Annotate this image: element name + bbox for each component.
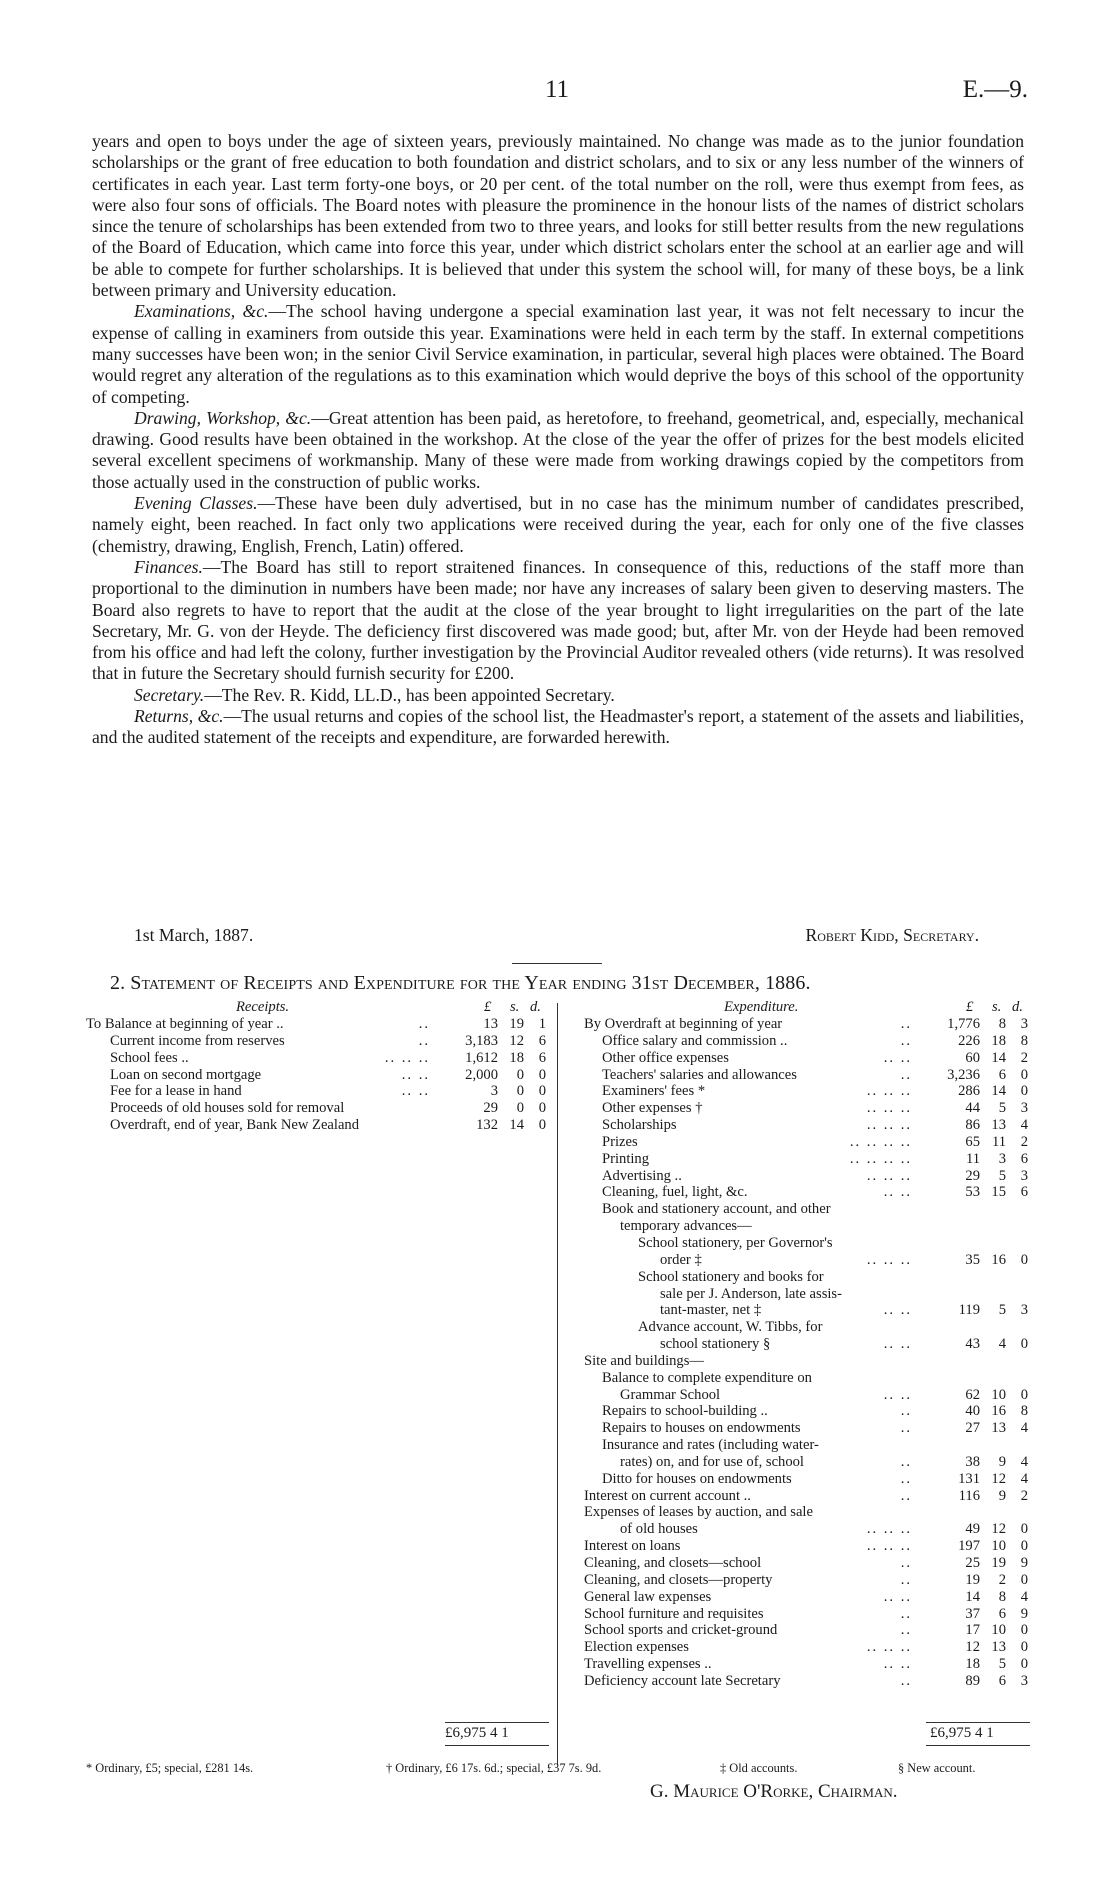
receipts-row-pence: 0 bbox=[538, 1117, 546, 1134]
expenditure-row-shillings: 11 bbox=[991, 1133, 1006, 1150]
expenditure-row-leader: .. bbox=[900, 1571, 912, 1588]
expenditure-row-shillings: 4 bbox=[998, 1336, 1006, 1353]
expenditure-row bbox=[584, 1353, 1030, 1370]
expenditure-row-pence: 4 bbox=[1020, 1470, 1028, 1487]
receipts-total-rule bbox=[445, 1722, 549, 1723]
paragraph-examinations: Examinations, &c.—The school having undergone a special examination last year, it was not felt necessary to incur the expense of calling in examiners from outside this year. Examinations were held in each term by the staff. In external competitions many successes have been won; in the senior Civil Service examination, in particular, several high places were obtained. The Board would regret any alteration of the regulations as to this examination which would deprive the boys of this school of the opportunity of competing. bbox=[92, 301, 1025, 407]
paragraph-returns: Returns, &c.—The usual returns and copies of the school list, the Headmaster's report, a statement of the assets and liabilities, and the audited statement of the receipts and expenditure, are forwarded herewith. bbox=[92, 706, 1025, 748]
expenditure-row-leader: .. .. bbox=[883, 1656, 912, 1673]
expenditure-row-label: Other expenses † bbox=[602, 1100, 703, 1117]
receipts-row bbox=[86, 1083, 548, 1100]
expenditure-row-pounds: 131 bbox=[958, 1470, 980, 1487]
expenditure-row-shillings: 8 bbox=[998, 1588, 1006, 1605]
expenditure-row-pounds: 65 bbox=[965, 1133, 980, 1150]
expenditure-row bbox=[584, 1504, 1030, 1521]
expenditure-col-penny: d. bbox=[1012, 999, 1023, 1015]
expenditure-row-shillings: 6 bbox=[998, 1672, 1006, 1689]
expenditure-row-pence: 0 bbox=[1020, 1622, 1028, 1639]
expenditure-row bbox=[584, 1100, 1030, 1117]
expenditure-row bbox=[584, 1269, 1030, 1286]
expenditure-row-label: Travelling expenses .. bbox=[584, 1656, 712, 1673]
expenditure-row-label: Grammar School bbox=[620, 1386, 721, 1403]
expenditure-row-pence: 0 bbox=[1020, 1083, 1028, 1100]
expenditure-row-shillings: 5 bbox=[998, 1656, 1006, 1673]
expenditure-row-shillings: 15 bbox=[991, 1184, 1006, 1201]
expenditure-row-label: tant-master, net ‡ bbox=[660, 1302, 762, 1319]
paragraph-finances: Finances.—The Board has still to report straitened finances. In consequence of this, reductions of the staff more than proportional to the diminution in numbers have been made; nor have any increases of salary been given to deserving masters. The Board also regrets to have to report that the audit at the close of the year brought to light irregularities on the part of the late Secretary, Mr. G. von der Heyde. The deficiency first discovered was made good; but, after Mr. von der Heyde had been removed from his office and had left the colony, further investigation by the Provincial Auditor revealed others (vide returns). It was resolved that in future the Secretary should furnish security for £200. bbox=[92, 556, 1024, 684]
receipts-row-pounds: 3 bbox=[490, 1083, 498, 1100]
receipts-column bbox=[86, 999, 548, 1134]
receipts-row-shillings: 14 bbox=[509, 1117, 524, 1134]
expenditure-row-shillings: 8 bbox=[998, 1016, 1006, 1032]
receipts-row bbox=[86, 1117, 548, 1134]
expenditure-row-label: Other office expenses bbox=[602, 1049, 729, 1066]
expenditure-row bbox=[584, 1336, 1030, 1353]
section-rule bbox=[512, 963, 602, 964]
expenditure-row-shillings: 18 bbox=[991, 1032, 1006, 1049]
expenditure-heading-row bbox=[584, 999, 1030, 1016]
expenditure-row-pence: 0 bbox=[1020, 1656, 1028, 1673]
expenditure-row-label: Cleaning, fuel, light, &c. bbox=[602, 1184, 748, 1201]
expenditure-row-pence: 3 bbox=[1020, 1672, 1028, 1689]
side-heading: Returns, &c. bbox=[134, 706, 224, 727]
expenditure-row-pence: 4 bbox=[1020, 1117, 1028, 1134]
receipts-row-leader: .. .. bbox=[401, 1083, 430, 1100]
expenditure-row bbox=[584, 1521, 1030, 1538]
expenditure-row-pounds: 286 bbox=[958, 1083, 980, 1100]
paragraph-drawing: Drawing, Workshop, &c.—Great attention has been paid, as heretofore, to freehand, geometrical, and, especially, mechanical drawing. Good results have been obtained in the workshop. At the close of the year the offer of prizes for the best models elicited several excellent specimens of workmanship. Many of these were made from working drawings copied by the competitors from those actually used in the construction of public works. bbox=[92, 407, 1024, 492]
expenditure-row-shillings: 5 bbox=[998, 1100, 1006, 1117]
expenditure-row-pounds: 197 bbox=[958, 1538, 980, 1555]
expenditure-row-pence: 0 bbox=[1020, 1336, 1028, 1353]
expenditure-row-shillings: 6 bbox=[998, 1066, 1006, 1083]
expenditure-row-leader: .. .. .. bbox=[866, 1117, 912, 1134]
expenditure-row bbox=[584, 1488, 1030, 1505]
side-heading: Drawing, Workshop, &c. bbox=[134, 407, 312, 428]
chairman-signature: G. Maurice O'Rorke, Chairman. bbox=[650, 1781, 898, 1802]
expenditure-row bbox=[584, 1184, 1030, 1201]
expenditure-row-pounds: 119 bbox=[958, 1302, 980, 1319]
expenditure-col-pound: £ bbox=[966, 999, 974, 1015]
expenditure-row-label: By Overdraft at beginning of year bbox=[584, 1016, 783, 1032]
expenditure-row-label: Book and stationery account, and other bbox=[602, 1201, 831, 1218]
expenditure-row bbox=[584, 1454, 1030, 1471]
receipts-row bbox=[86, 1050, 548, 1067]
expenditure-row-label: Teachers' salaries and allowances bbox=[602, 1066, 797, 1083]
expenditure-row bbox=[584, 1252, 1030, 1269]
signature-row bbox=[134, 925, 979, 946]
expenditure-row-shillings: 14 bbox=[991, 1049, 1006, 1066]
expenditure-row bbox=[584, 1067, 1030, 1084]
receipts-row-leader: .. bbox=[418, 1032, 430, 1049]
footnote-new-account: § New account. bbox=[898, 1761, 976, 1775]
expenditure-row-pence: 2 bbox=[1020, 1049, 1028, 1066]
receipts-row-pounds: 3,183 bbox=[465, 1032, 498, 1049]
expenditure-row-label: Scholarships bbox=[602, 1117, 677, 1134]
expenditure-row bbox=[584, 1555, 1030, 1572]
expenditure-row-shillings: 5 bbox=[998, 1302, 1006, 1319]
expenditure-row-label: Site and buildings— bbox=[584, 1352, 704, 1369]
expenditure-row-label: Expenses of leases by auction, and sale bbox=[584, 1504, 813, 1521]
side-heading: Finances. bbox=[134, 556, 203, 577]
receipts-row-pence: 1 bbox=[538, 1016, 546, 1032]
expenditure-row-leader: .. bbox=[900, 1066, 912, 1083]
expenditure-row-shillings: 9 bbox=[998, 1487, 1006, 1504]
report-date: 1st March, 1887. bbox=[134, 925, 254, 945]
expenditure-row-pounds: 60 bbox=[965, 1049, 980, 1066]
expenditure-row-leader: .. .. .. .. bbox=[849, 1133, 912, 1150]
expenditure-row-label: Ditto for houses on endowments bbox=[602, 1470, 792, 1487]
expenditure-row-leader: .. bbox=[900, 1403, 912, 1420]
side-heading: Secretary. bbox=[134, 684, 205, 705]
expenditure-row-pounds: 226 bbox=[958, 1032, 980, 1049]
expenditure-row bbox=[584, 1420, 1030, 1437]
expenditure-row-leader: .. .. .. bbox=[866, 1538, 912, 1555]
expenditure-row-pounds: 44 bbox=[965, 1100, 980, 1117]
expenditure-row-pounds: 116 bbox=[958, 1487, 980, 1504]
expenditure-row-label: Office salary and commission .. bbox=[602, 1032, 788, 1049]
expenditure-row-leader: .. .. .. bbox=[866, 1083, 912, 1100]
expenditure-row-leader: .. bbox=[900, 1487, 912, 1504]
expenditure-row bbox=[584, 1117, 1030, 1134]
receipts-row-label: Overdraft, end of year, Bank New Zealand bbox=[110, 1117, 360, 1134]
receipts-col-shilling: s. bbox=[510, 999, 520, 1015]
expenditure-row bbox=[584, 1218, 1030, 1235]
expenditure-row bbox=[584, 1572, 1030, 1589]
expenditure-row-pence: 4 bbox=[1020, 1453, 1028, 1470]
expenditure-total: £6,975 4 1 bbox=[930, 1725, 994, 1741]
expenditure-row-leader: .. bbox=[900, 1016, 912, 1032]
expenditure-row-shillings: 14 bbox=[991, 1083, 1006, 1100]
expenditure-row-pence: 2 bbox=[1020, 1133, 1028, 1150]
expenditure-row bbox=[584, 1319, 1030, 1336]
receipts-row-pence: 0 bbox=[538, 1100, 546, 1117]
expenditure-row bbox=[584, 1403, 1030, 1420]
expenditure-row-label: General law expenses bbox=[584, 1588, 712, 1605]
expenditure-row-leader: .. .. .. .. bbox=[849, 1150, 912, 1167]
expenditure-row-label: Prizes bbox=[602, 1133, 638, 1150]
expenditure-row-shillings: 10 bbox=[991, 1538, 1006, 1555]
expenditure-row bbox=[584, 1370, 1030, 1387]
expenditure-row-label: Examiners' fees * bbox=[602, 1083, 706, 1100]
receipts-row-leader: .. .. bbox=[401, 1066, 430, 1083]
expenditure-row-leader: .. bbox=[900, 1672, 912, 1689]
expenditure-row bbox=[584, 1083, 1030, 1100]
expenditure-row-label: Interest on current account .. bbox=[584, 1487, 751, 1504]
expenditure-row-pence: 0 bbox=[1020, 1386, 1028, 1403]
expenditure-row-leader: .. .. bbox=[883, 1588, 912, 1605]
receipts-row-shillings: 0 bbox=[516, 1066, 524, 1083]
expenditure-row bbox=[584, 1235, 1030, 1252]
side-heading: Examinations, &c. bbox=[134, 301, 269, 322]
expenditure-row-label: rates) on, and for use of, school bbox=[620, 1453, 804, 1470]
expenditure-row-pence: 2 bbox=[1020, 1487, 1028, 1504]
expenditure-row-pence: 4 bbox=[1020, 1420, 1028, 1437]
expenditure-row-leader: .. bbox=[900, 1622, 912, 1639]
expenditure-row-label: Balance to complete expenditure on bbox=[602, 1369, 812, 1386]
expenditure-row-pounds: 37 bbox=[965, 1605, 980, 1622]
expenditure-row-pence: 9 bbox=[1020, 1605, 1028, 1622]
receipts-row-pence: 0 bbox=[538, 1083, 546, 1100]
expenditure-row-leader: .. bbox=[900, 1032, 912, 1049]
footnote-old-accounts: ‡ Old accounts. bbox=[720, 1761, 798, 1775]
receipts-row bbox=[86, 1016, 548, 1033]
expenditure-row-shillings: 5 bbox=[998, 1167, 1006, 1184]
expenditure-row-pence: 0 bbox=[1020, 1571, 1028, 1588]
expenditure-row-label: of old houses bbox=[620, 1521, 698, 1538]
expenditure-row-pence: 0 bbox=[1020, 1521, 1028, 1538]
expenditure-row-pounds: 12 bbox=[965, 1639, 980, 1656]
expenditure-row bbox=[584, 1050, 1030, 1067]
expenditure-row-shillings: 6 bbox=[998, 1605, 1006, 1622]
expenditure-row-leader: .. .. bbox=[883, 1336, 912, 1353]
expenditure-row-label: order ‡ bbox=[660, 1251, 702, 1268]
expenditure-row-pence: 3 bbox=[1020, 1100, 1028, 1117]
receipts-total: £6,975 4 1 bbox=[445, 1725, 509, 1741]
receipts-row-label: Current income from reserves bbox=[110, 1032, 285, 1049]
expenditure-row bbox=[584, 1589, 1030, 1606]
expenditure-row-pence: 8 bbox=[1020, 1032, 1028, 1049]
expenditure-row-leader: .. .. .. bbox=[866, 1639, 912, 1656]
expenditure-heading: Expenditure. bbox=[724, 999, 799, 1015]
expenditure-row-pounds: 17 bbox=[965, 1622, 980, 1639]
expenditure-row-label: Advertising .. bbox=[602, 1167, 682, 1184]
expenditure-row-shillings: 19 bbox=[991, 1555, 1006, 1571]
expenditure-total-underline bbox=[926, 1745, 1030, 1746]
receipts-row-leader: .. .. .. bbox=[384, 1049, 430, 1066]
report-body bbox=[92, 131, 1024, 749]
expenditure-row-leader: .. bbox=[900, 1453, 912, 1470]
expenditure-row-label: Cleaning, and closets—property bbox=[584, 1571, 773, 1588]
expenditure-row-shillings: 16 bbox=[991, 1403, 1006, 1420]
expenditure-row-label: School stationery and books for bbox=[638, 1268, 824, 1285]
expenditure-row bbox=[584, 1606, 1030, 1623]
expenditure-row-leader: .. bbox=[900, 1470, 912, 1487]
document-reference: E.—9. bbox=[962, 76, 1028, 103]
expenditure-row bbox=[584, 1168, 1030, 1185]
footnote-examiners: * Ordinary, £5; special, £281 14s. bbox=[86, 1761, 254, 1775]
expenditure-row-label: Advance account, W. Tibbs, for bbox=[638, 1319, 823, 1336]
expenditure-column bbox=[584, 999, 1030, 1690]
expenditure-row-label: School stationery, per Governor's bbox=[638, 1234, 833, 1251]
expenditure-row-label: temporary advances— bbox=[620, 1218, 752, 1235]
expenditure-row-pence: 3 bbox=[1020, 1016, 1028, 1032]
expenditure-row bbox=[584, 1302, 1030, 1319]
expenditure-row-pounds: 19 bbox=[965, 1571, 980, 1588]
expenditure-row-leader: .. .. .. bbox=[866, 1521, 912, 1538]
expenditure-row-pounds: 53 bbox=[965, 1184, 980, 1201]
expenditure-row-shillings: 9 bbox=[998, 1453, 1006, 1470]
expenditure-row-leader: .. .. bbox=[883, 1302, 912, 1319]
expenditure-row-pounds: 40 bbox=[965, 1403, 980, 1420]
expenditure-row-pounds: 11 bbox=[965, 1150, 980, 1167]
expenditure-row-pence: 4 bbox=[1020, 1588, 1028, 1605]
expenditure-row bbox=[584, 1016, 1030, 1033]
expenditure-row-pounds: 25 bbox=[965, 1555, 980, 1571]
paragraph-secretary: Secretary.—The Rev. R. Kidd, LL.D., has been appointed Secretary. bbox=[134, 684, 615, 705]
receipts-total-underline bbox=[445, 1745, 549, 1746]
expenditure-row bbox=[584, 1437, 1030, 1454]
expenditure-row-leader: .. bbox=[900, 1420, 912, 1437]
expenditure-row-label: Repairs to school-building .. bbox=[602, 1403, 768, 1420]
receipts-row-pounds: 2,000 bbox=[465, 1066, 498, 1083]
receipts-row bbox=[86, 1100, 548, 1117]
receipts-row-shillings: 19 bbox=[509, 1016, 524, 1032]
receipts-row-label: Proceeds of old houses sold for removal bbox=[110, 1100, 345, 1117]
expenditure-row-pence: 6 bbox=[1020, 1184, 1028, 1201]
expenditure-row bbox=[584, 1201, 1030, 1218]
expenditure-row-label: Interest on loans bbox=[584, 1538, 681, 1555]
expenditure-col-shilling: s. bbox=[992, 999, 1002, 1015]
expenditure-row-shillings: 10 bbox=[991, 1622, 1006, 1639]
expenditure-row-pence: 8 bbox=[1020, 1403, 1028, 1420]
expenditure-row bbox=[584, 1656, 1030, 1673]
expenditure-row-label: School furniture and requisites bbox=[584, 1605, 764, 1622]
expenditure-row bbox=[584, 1673, 1030, 1690]
statement-title: 2. Statement of Receipts and Expenditure for the Year ending 31st December, 1886. bbox=[110, 972, 811, 994]
expenditure-row-shillings: 16 bbox=[991, 1251, 1006, 1268]
expenditure-row-pounds: 62 bbox=[965, 1386, 980, 1403]
expenditure-row bbox=[584, 1622, 1030, 1639]
expenditure-row-shillings: 12 bbox=[991, 1470, 1006, 1487]
paragraph-evening-classes: Evening Classes.—These have been duly advertised, but in no case has the minimum number of candidates prescribed, namely eight, been reached. In fact only two applications were received during the year, each for only one of the five classes (chemistry, drawing, English, French, Latin) offered. bbox=[92, 493, 1024, 556]
receipts-row-shillings: 0 bbox=[516, 1100, 524, 1117]
receipts-heading-row bbox=[86, 999, 548, 1016]
expenditure-row-shillings: 10 bbox=[991, 1386, 1006, 1403]
column-divider bbox=[557, 1003, 558, 1765]
expenditure-row-pence: 0 bbox=[1020, 1066, 1028, 1083]
secretary-signature: Robert Kidd, Secretary. bbox=[805, 925, 979, 945]
expenditure-row-leader: .. .. .. bbox=[866, 1251, 912, 1268]
receipts-row-pounds: 1,612 bbox=[465, 1049, 498, 1066]
expenditure-row-shillings: 13 bbox=[991, 1639, 1006, 1656]
expenditure-row bbox=[584, 1538, 1030, 1555]
expenditure-row-pounds: 49 bbox=[965, 1521, 980, 1538]
expenditure-row bbox=[584, 1134, 1030, 1151]
expenditure-row bbox=[584, 1033, 1030, 1050]
expenditure-row-shillings: 3 bbox=[998, 1150, 1006, 1167]
expenditure-row-pence: 3 bbox=[1020, 1302, 1028, 1319]
expenditure-row-label: Cleaning, and closets—school bbox=[584, 1555, 762, 1571]
expenditure-row-leader: .. bbox=[900, 1555, 912, 1571]
receipts-row bbox=[86, 1033, 548, 1050]
side-heading: Evening Classes. bbox=[134, 493, 258, 514]
expenditure-row-leader: .. .. .. bbox=[866, 1100, 912, 1117]
receipts-row-leader: .. bbox=[418, 1016, 430, 1032]
receipts-col-penny: d. bbox=[530, 999, 541, 1015]
expenditure-row-label: school stationery § bbox=[660, 1336, 771, 1353]
expenditure-row-shillings: 13 bbox=[991, 1117, 1006, 1134]
expenditure-row-label: Insurance and rates (including water- bbox=[602, 1437, 819, 1454]
expenditure-row-leader: .. bbox=[900, 1605, 912, 1622]
receipts-row-pounds: 13 bbox=[483, 1016, 498, 1032]
receipts-row-shillings: 0 bbox=[516, 1083, 524, 1100]
expenditure-row bbox=[584, 1151, 1030, 1168]
page-number: 11 bbox=[544, 76, 570, 103]
receipts-col-pound: £ bbox=[484, 999, 492, 1015]
expenditure-row bbox=[584, 1387, 1030, 1404]
receipts-row-shillings: 18 bbox=[509, 1049, 524, 1066]
expenditure-row-pounds: 89 bbox=[965, 1672, 980, 1689]
expenditure-row-pounds: 14 bbox=[965, 1588, 980, 1605]
expenditure-row-leader: .. .. .. bbox=[866, 1167, 912, 1184]
expenditure-row-shillings: 12 bbox=[991, 1521, 1006, 1538]
receipts-row bbox=[86, 1067, 548, 1084]
receipts-heading: Receipts. bbox=[236, 999, 290, 1015]
expenditure-row-label: School sports and cricket-ground bbox=[584, 1622, 778, 1639]
receipts-row-label: Fee for a lease in hand bbox=[110, 1083, 242, 1100]
expenditure-row-leader: .. .. bbox=[883, 1386, 912, 1403]
expenditure-row bbox=[584, 1471, 1030, 1488]
expenditure-row-pounds: 3,236 bbox=[947, 1066, 980, 1083]
expenditure-row-leader: .. .. bbox=[883, 1184, 912, 1201]
receipts-row-label: School fees .. bbox=[110, 1049, 189, 1066]
receipts-row-pence: 6 bbox=[538, 1049, 546, 1066]
expenditure-row-pounds: 86 bbox=[965, 1117, 980, 1134]
expenditure-row-shillings: 13 bbox=[991, 1420, 1006, 1437]
expenditure-row-pence: 3 bbox=[1020, 1167, 1028, 1184]
receipts-row-label: Loan on second mortgage bbox=[110, 1066, 262, 1083]
expenditure-row bbox=[584, 1286, 1030, 1303]
receipts-row-pounds: 132 bbox=[476, 1117, 498, 1134]
expenditure-row-leader: .. .. bbox=[883, 1049, 912, 1066]
receipts-row-pounds: 29 bbox=[483, 1100, 498, 1117]
expenditure-row-label: Election expenses bbox=[584, 1639, 689, 1656]
expenditure-row-pounds: 18 bbox=[965, 1656, 980, 1673]
receipts-row-shillings: 12 bbox=[509, 1032, 524, 1049]
receipts-row-label: To Balance at beginning of year .. bbox=[86, 1016, 284, 1032]
expenditure-row-pence: 0 bbox=[1020, 1251, 1028, 1268]
expenditure-row-pounds: 43 bbox=[965, 1336, 980, 1353]
expenditure-total-rule bbox=[926, 1722, 1030, 1723]
paragraph-scholarships: years and open to boys under the age of sixteen years, previously maintained. No change was made as to the junior foundation scholarships or the grant of free education to both foundation and district scholars, and to six or any less number of the winners of certificates in each year. Last term forty-one boys, or 20 per cent. of the total number on the roll, were thus exempt from fees, as were also four sons of officials. The Board notes with pleasure the prominence in the honour lists of the names of district scholars since the tenure of scholarships has been extended from two to three years, and looks for still better results from the new regulations of the Board of Education, which came into force this year, under which district scholars enter the school at an earlier age and will be able to compete for further scholarships. It is believed that under this system the school will, for many of these boys, be a link between primary and University education. bbox=[92, 131, 1024, 301]
receipts-row-pence: 0 bbox=[538, 1066, 546, 1083]
expenditure-row-pounds: 29 bbox=[965, 1167, 980, 1184]
expenditure-row-shillings: 2 bbox=[998, 1571, 1006, 1588]
expenditure-row-label: Deficiency account late Secretary bbox=[584, 1672, 781, 1689]
expenditure-row-pounds: 35 bbox=[965, 1251, 980, 1268]
expenditure-row-pence: 0 bbox=[1020, 1538, 1028, 1555]
expenditure-row-pence: 6 bbox=[1020, 1150, 1028, 1167]
expenditure-row-pounds: 27 bbox=[965, 1420, 980, 1437]
expenditure-row-label: sale per J. Anderson, late assis- bbox=[660, 1285, 842, 1302]
expenditure-row bbox=[584, 1639, 1030, 1656]
receipts-row-pence: 6 bbox=[538, 1032, 546, 1049]
expenditure-row-label: Printing bbox=[602, 1150, 650, 1167]
expenditure-row-pounds: 38 bbox=[965, 1453, 980, 1470]
expenditure-row-pounds: 1,776 bbox=[947, 1016, 980, 1032]
expenditure-row-label: Repairs to houses on endowments bbox=[602, 1420, 801, 1437]
footnote-other-expenses: † Ordinary, £6 17s. 6d.; special, £37 7s. 9d. bbox=[386, 1761, 602, 1775]
expenditure-row-pence: 0 bbox=[1020, 1639, 1028, 1656]
expenditure-row-pence: 9 bbox=[1020, 1555, 1028, 1571]
